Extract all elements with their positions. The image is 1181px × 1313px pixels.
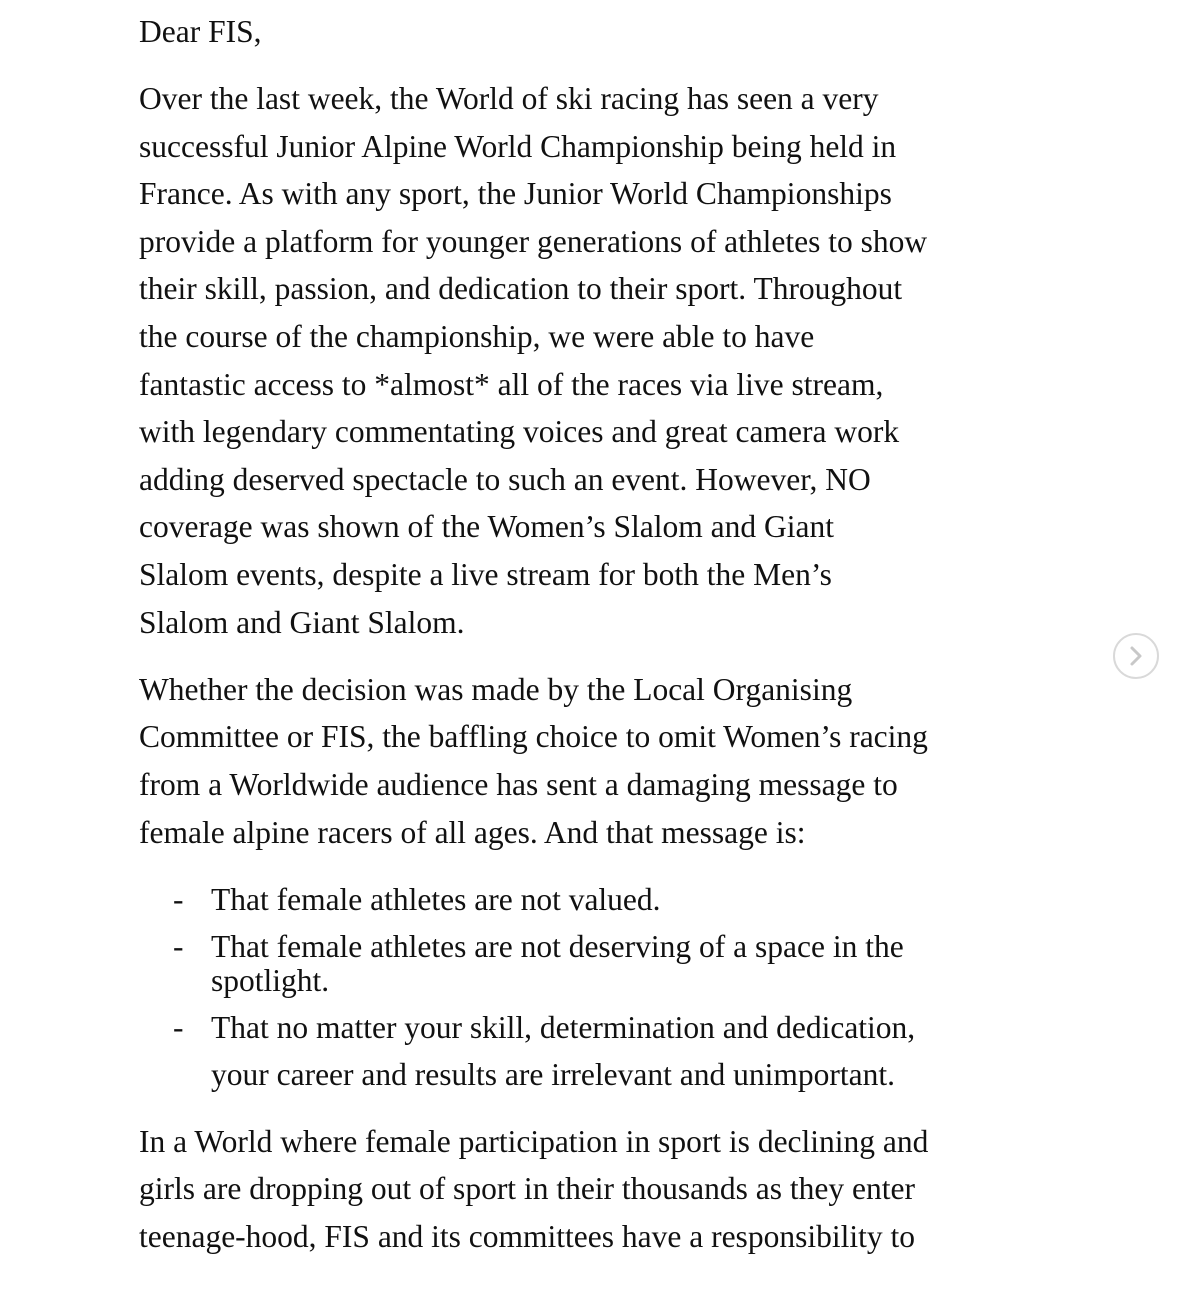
text-line: female alpine racers of all ages. And that message is: xyxy=(139,814,806,850)
text-line: Whether the decision was made by the Local Organising xyxy=(139,671,853,707)
bullet-dash: - xyxy=(173,1009,184,1045)
text-line: Slalom and Giant Slalom. xyxy=(139,604,465,640)
text-line: from a Worldwide audience has sent a damaging message to xyxy=(139,766,898,802)
list-item-text: That female athletes are not deserving of a space in the xyxy=(211,928,904,964)
list-item-text: That no matter your skill, determination and dedication, xyxy=(211,1009,916,1045)
text-line: teenage-hood, FIS and its committees have a responsibility to xyxy=(139,1218,915,1254)
letter-body xyxy=(139,8,1049,1280)
text-line: their skill, passion, and dedication to their sport. Throughout xyxy=(139,271,903,307)
text-line: adding deserved spectacle to such an event. However, NO xyxy=(139,461,871,497)
salutation: Dear FIS, xyxy=(139,14,262,49)
text-line: provide a platform for younger generations of athletes to show xyxy=(139,223,928,259)
list-item-text: spotlight. xyxy=(211,962,330,998)
text-line: girls are dropping out of sport in their thousands as they enter xyxy=(139,1171,915,1207)
bullet-dash: - xyxy=(173,881,184,917)
text-line: Over the last week, the World of ski racing has seen a very xyxy=(139,81,879,117)
text-line: the course of the championship, we were able to have xyxy=(139,319,815,355)
bullet-dash: - xyxy=(173,928,184,964)
list-item xyxy=(139,1004,1049,1098)
paragraph-responsibility xyxy=(139,1118,1049,1261)
text-line: In a World where female participation in sport is declining and xyxy=(139,1123,929,1159)
text-line: coverage was shown of the Women’s Slalom and Giant xyxy=(139,509,834,545)
text-line: France. As with any sport, the Junior World Championships xyxy=(139,176,892,212)
message-list xyxy=(139,876,1049,1098)
text-line: successful Junior Alpine World Championship being held in xyxy=(139,128,897,164)
text-line: Committee or FIS, the baffling choice to omit Women’s racing xyxy=(139,719,928,755)
text-line: Slalom events, despite a live stream for both the Men’s xyxy=(139,557,832,593)
text-line: with legendary commentating voices and great camera work xyxy=(139,414,900,450)
paragraph-decision xyxy=(139,666,1049,856)
text-line: fantastic access to *almost* all of the races via live stream, xyxy=(139,366,884,402)
paragraph-intro xyxy=(139,75,1049,646)
carousel-next-button[interactable] xyxy=(1113,633,1159,679)
chevron-right-icon xyxy=(1127,645,1145,667)
list-item xyxy=(139,923,1049,1004)
list-item-text: your career and results are irrelevant and unimportant. xyxy=(211,1056,895,1092)
list-item xyxy=(139,876,1049,923)
list-item-text: That female athletes are not valued. xyxy=(211,881,661,917)
